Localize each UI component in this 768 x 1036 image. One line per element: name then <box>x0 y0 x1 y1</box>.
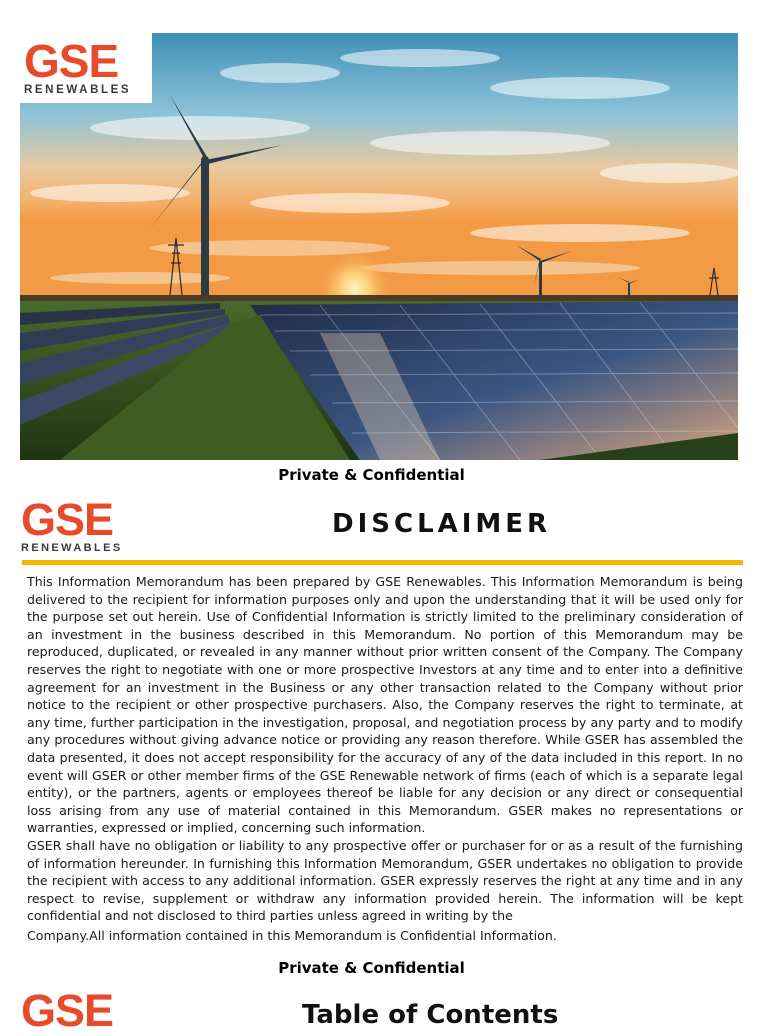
logo-tagline: RENEWABLES <box>21 542 123 554</box>
disclaimer-paragraph: This Information Memorandum has been prepared by GSE Renewables. This Information Memorandum is being delivered to the recipient for information purposes only and upon the understanding that it will be used only for the purpose set out herein. Use of Confidential Information is strictly limited to the preliminary consideration of an investment in the business described in this Memorandum. No portion of this Memorandum may be reproduced, duplicated, or revealed in any manner without prior written consent of the Company. The Company reserves the right to negotiate with one or more prospective Investors at any time and to enter into a definitive agreement for an investment in the Business or any other transaction related to the Company without prior notice to the recipient or other prospective purchasers. Also, the Company reserves the right to terminate, at any time, further participation in the investigation, proposal, and negotiation process by any party and to modify any procedures without giving advance notice or providing any reason therefore. While GSER has assembled the data presented, it does not accept responsibility for the accuracy of any of the data included in this report. In no event will GSER or other member firms of the GSE Renewable network of firms (each of which is a separate legal entity), or the partners, agents or employees thereof be liable for any decision or any direct or consequential loss arising from any use of material contained in this Memorandum. GSER makes no representations or warranties, expressed or implied, concerning such information. <box>27 574 743 836</box>
disclaimer-paragraph: GSER shall have no obligation or liability to any prospective offer or purchaser for or as a result of the furnishing of information hereunder. In furnishing this Information Memorandum, GSER undertakes no obligation to provide the recipient with access to any additional information. GSER expressly reserves the right at any time and in any respect to revise, supplement or withdraw any information provided herein. The information will be kept confidential and not disclosed to third parties unless agreed in writing by the <box>27 837 743 924</box>
divider <box>22 560 743 565</box>
confidential-label: Private & Confidential <box>278 466 465 484</box>
brand-logo <box>20 33 152 103</box>
disclaimer-paragraph: Company.All information contained in this Memorandum is Confidential Information. <box>27 927 557 943</box>
disclaimer-body <box>27 573 743 944</box>
logo-wordmark: GSE <box>21 985 114 1036</box>
brand-logo-disclaimer <box>21 494 123 554</box>
logo-wordmark: GSE <box>24 35 119 87</box>
logo-wordmark: GSE <box>21 494 114 545</box>
brand-logo-toc <box>21 985 114 1036</box>
confidential-label: Private & Confidential <box>278 959 465 977</box>
logo-tagline: RENEWABLES <box>24 84 132 96</box>
disclaimer-title: DISCLAIMER <box>332 509 552 539</box>
toc-title: Table of Contents <box>302 1000 559 1030</box>
